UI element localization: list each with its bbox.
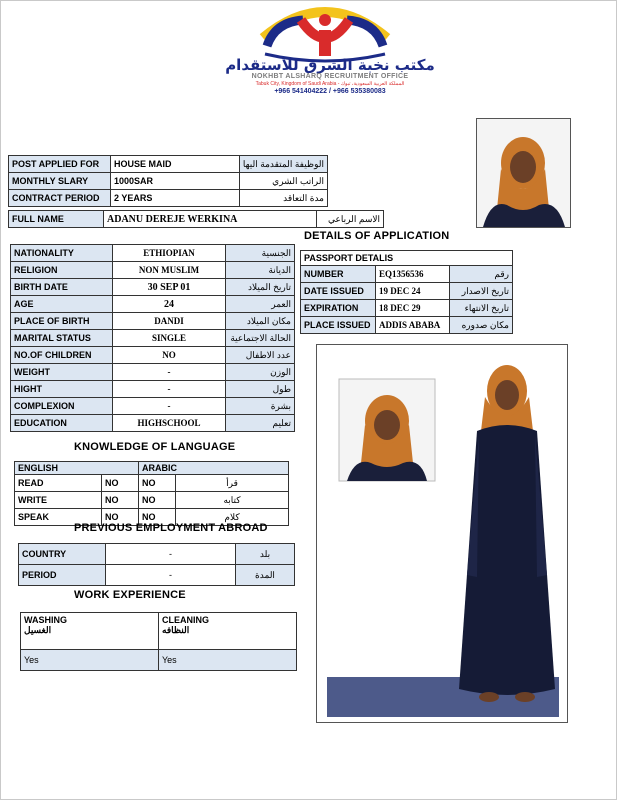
place-of-birth-label-ar: مكان الميلاد — [226, 313, 295, 330]
nationality-label-ar: الجنسية — [226, 245, 295, 262]
passport-title: PASSPORT DETALIS — [301, 251, 513, 266]
table-row — [301, 251, 513, 266]
table-row — [19, 544, 295, 565]
expiration-label-ar: تاريخ الانتهاء — [450, 300, 513, 317]
table-row — [15, 462, 289, 475]
washing-label-ar: الغسيل — [24, 625, 52, 635]
education-label: EDUCATION — [11, 415, 113, 432]
complexion-label: COMPLEXION — [11, 398, 113, 415]
employment-heading: PREVIOUS EMPLOYMENT ABROAD — [74, 522, 268, 534]
table-row — [19, 565, 295, 586]
date-issued-label: DATE ISSUED — [301, 283, 376, 300]
height-value: - — [113, 381, 226, 398]
language-table — [14, 461, 289, 526]
washing-cell — [21, 613, 159, 650]
children-value: NO — [113, 347, 226, 364]
passport-number-label-ar: رقم — [450, 266, 513, 283]
date-issued-value: 19 DEC 24 — [376, 283, 450, 300]
country-value: - — [106, 544, 236, 565]
personal-details-table — [10, 244, 295, 432]
speak-arabic: NO — [139, 509, 176, 526]
contract-label-ar: مدة التعاقد — [239, 190, 327, 207]
table-row — [21, 650, 297, 671]
table-row — [301, 283, 513, 300]
weight-label-ar: الوزن — [226, 364, 295, 381]
table-row — [301, 300, 513, 317]
marital-status-label: MARITAL STATUS — [11, 330, 113, 347]
education-label-ar: تعليم — [226, 415, 295, 432]
agency-name-english: NOKHBT ALSHARQ RECRUITMENT OFFICE — [251, 73, 409, 80]
inset-portrait — [339, 379, 435, 481]
write-label-ar: كتابه — [176, 492, 289, 509]
full-name-value: ADANU DEREJE WERKINA — [104, 211, 317, 228]
age-label: AGE — [11, 296, 113, 313]
place-of-birth-value: DANDI — [113, 313, 226, 330]
cleaning-label: CLEANING — [162, 615, 209, 625]
cleaning-cell — [159, 613, 297, 650]
period-label: PERIOD — [19, 565, 106, 586]
marital-status-value: SINGLE — [113, 330, 226, 347]
expiration-label: EXPIRATION — [301, 300, 376, 317]
table-row — [9, 211, 384, 228]
full-body-photo — [316, 344, 568, 723]
table-row — [9, 173, 328, 190]
height-label: HIGHT — [11, 381, 113, 398]
place-issued-label: PLACE ISSUED — [301, 317, 376, 334]
table-row — [301, 266, 513, 283]
marital-status-label-ar: الحالة الاجتماعية — [226, 330, 295, 347]
experience-heading: WORK EXPERIENCE — [74, 589, 186, 601]
english-column-header: ENGLISH — [15, 462, 139, 475]
full-name-label-ar: الاسم الرباعي — [317, 211, 384, 228]
speak-english: NO — [102, 509, 139, 526]
passport-table — [300, 250, 513, 334]
arabic-column-header: ARABIC — [139, 462, 289, 475]
speak-label: SPEAK — [15, 509, 102, 526]
language-heading: KNOWLEDGE OF LANGUAGE — [74, 441, 236, 453]
job-info-table — [8, 155, 328, 207]
country-label-ar: بلد — [236, 544, 295, 565]
birth-date-label-ar: تاريخ الميلاد — [226, 279, 295, 296]
post-label: POST APPLIED FOR — [9, 156, 111, 173]
table-row — [21, 613, 297, 650]
agency-address: Tabuk City, Kingdom of Saudi Arabia - المملكة العربية السعودية، تبوك — [255, 81, 405, 87]
agency-name-arabic: مكتب نخبة الشرق للاستقدام — [225, 56, 435, 74]
passport-number-label: NUMBER — [301, 266, 376, 283]
expiration-value: 18 DEC 29 — [376, 300, 450, 317]
children-label: NO.OF CHILDREN — [11, 347, 113, 364]
salary-label: MONTHLY SLARY — [9, 173, 111, 190]
table-row — [9, 190, 328, 207]
period-label-ar: المدة — [236, 565, 295, 586]
read-arabic: NO — [139, 475, 176, 492]
read-english: NO — [102, 475, 139, 492]
table-row — [11, 245, 295, 262]
country-label: COUNTRY — [19, 544, 106, 565]
weight-label: WEIGHT — [11, 364, 113, 381]
table-row — [11, 398, 295, 415]
washing-label: WASHING — [24, 615, 68, 625]
table-row — [11, 262, 295, 279]
table-row — [11, 364, 295, 381]
write-arabic: NO — [139, 492, 176, 509]
height-label-ar: طول — [226, 381, 295, 398]
portrait-photo — [476, 118, 571, 228]
passport-number-value: EQ1356536 — [376, 266, 450, 283]
write-label: WRITE — [15, 492, 102, 509]
table-row — [11, 279, 295, 296]
post-value: HOUSE MAID — [111, 156, 240, 173]
cleaning-label-ar: النظافه — [162, 625, 190, 635]
religion-label-ar: الديانة — [226, 262, 295, 279]
date-issued-label-ar: تاريخ الاصدار — [450, 283, 513, 300]
salary-value: 1000SAR — [111, 173, 240, 190]
table-row — [11, 347, 295, 364]
cleaning-value: Yes — [159, 650, 297, 671]
place-issued-label-ar: مكان صدوره — [450, 317, 513, 334]
age-value: 24 — [113, 296, 226, 313]
table-row — [11, 296, 295, 313]
place-of-birth-label: PLACE OF BIRTH — [11, 313, 113, 330]
nationality-label: NATIONALITY — [11, 245, 113, 262]
read-label: READ — [15, 475, 102, 492]
birth-date-value: 30 SEP 01 — [113, 279, 226, 296]
agency-phones: +966 541404222 / +966 535380083 — [274, 88, 386, 95]
table-row — [11, 313, 295, 330]
full-name-label: FULL NAME — [9, 211, 104, 228]
table-row — [9, 156, 328, 173]
religion-value: NON MUSLIM — [113, 262, 226, 279]
details-heading: DETAILS OF APPLICATION — [304, 230, 450, 242]
age-label-ar: العمر — [226, 296, 295, 313]
table-row — [15, 475, 289, 492]
read-label-ar: قرأ — [176, 475, 289, 492]
education-value: HIGHSCHOOL — [113, 415, 226, 432]
agency-logo — [200, 6, 460, 98]
weight-value: - — [113, 364, 226, 381]
nationality-value: ETHIOPIAN — [113, 245, 226, 262]
write-english: NO — [102, 492, 139, 509]
table-row — [11, 330, 295, 347]
period-value: - — [106, 565, 236, 586]
table-row — [301, 317, 513, 334]
table-row — [11, 415, 295, 432]
post-label-ar: الوظيفة المتقدمة اليها — [239, 156, 327, 173]
complexion-label-ar: بشرة — [226, 398, 295, 415]
experience-table — [20, 612, 297, 671]
contract-value: 2 YEARS — [111, 190, 240, 207]
children-label-ar: عدد الاطفال — [226, 347, 295, 364]
salary-label-ar: الراتب الشري — [239, 173, 327, 190]
washing-value: Yes — [21, 650, 159, 671]
speak-label-ar: كلام — [176, 509, 289, 526]
place-issued-value: ADDIS ABABA — [376, 317, 450, 334]
table-row — [11, 381, 295, 398]
full-name-table — [8, 210, 384, 228]
religion-label: RELIGION — [11, 262, 113, 279]
birth-date-label: BIRTH DATE — [11, 279, 113, 296]
contract-label: CONTRACT PERIOD — [9, 190, 111, 207]
complexion-value: - — [113, 398, 226, 415]
table-row — [15, 492, 289, 509]
employment-table — [18, 543, 295, 586]
